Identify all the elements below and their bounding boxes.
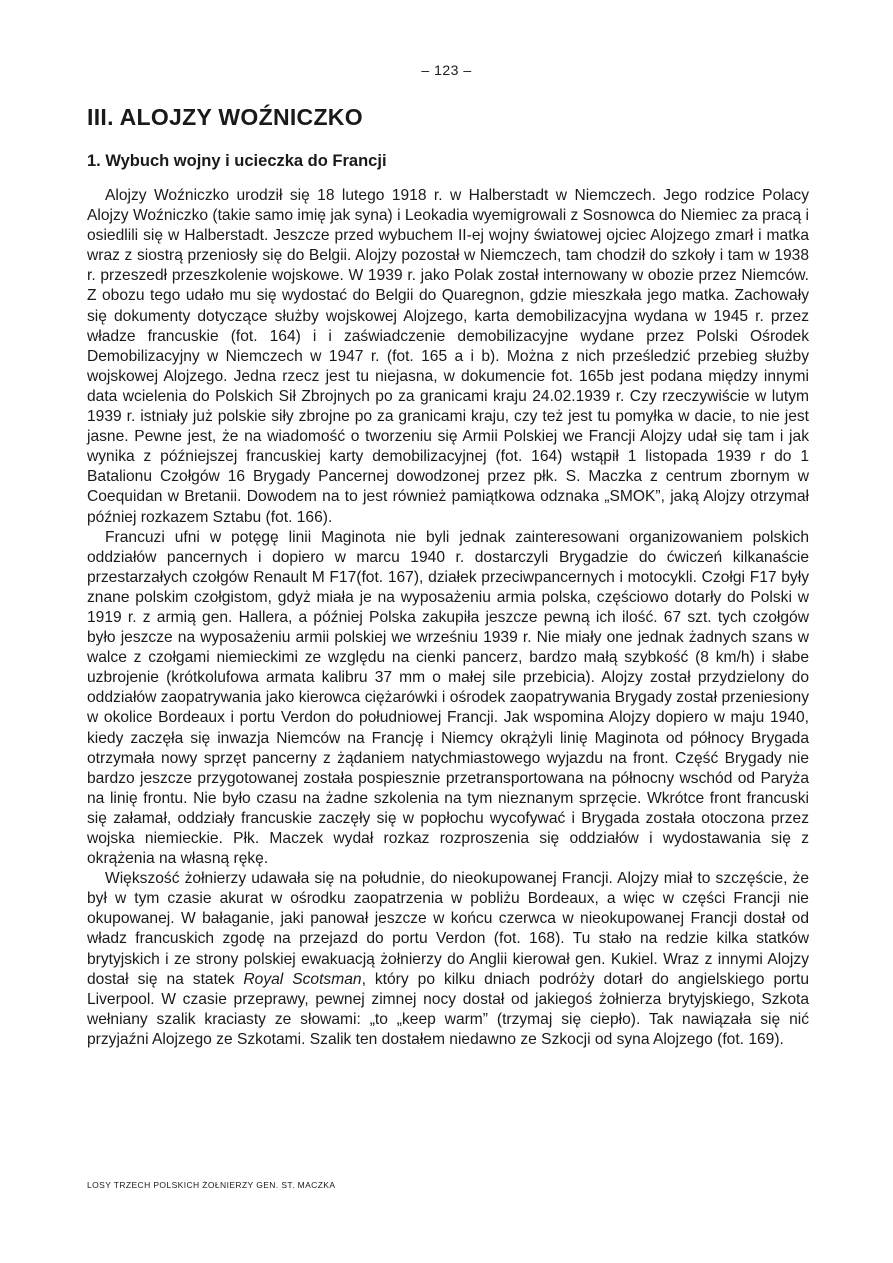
paragraph-3-text-start: Większość żołnierzy udawała się na południe, do nieokupowanej Francji. Alojzy miał to szczęście, że był w tym czasie akurat w ośrodku zaopatrzenia w pobliżu Bordeaux, a więc w części Francji nie okupowanej. W bałaganie, jaki panował jeszcze w końcu czerwca w nieokupowanej Francji dostał od władz francuskich zgodę na przejazd do portu Verdon (fot. 168). Tu stało na redzie kilka statków brytyjskich i ze strony polskiej ewakuacją żołnierzy do Anglii kierował gen. Kukiel. Wraz z innymi Alojzy dostał się na statek [87,870,809,988]
paragraph-3-text-end: , który po kilku dniach podróży dotarł do angielskiego portu Liverpool. W czasie przeprawy, pewnej zimnej nocy dostał od jakiegoś żołnierza brytyjskiego, Szkota wełniany szalik kraciasty ze słowami: „to „keep warm” (trzymaj się ciepło). Tak nawiązała się nić przyjaźni Alojzego ze Szkotami. Szalik ten dostałem niedawno ze Szkocji od syna Alojzego (fot. 169). [87,970,809,1048]
ship-name: Royal Scotsman [243,970,362,988]
running-footer: LOSY TRZECH POLSKICH ŻOŁNIERZY GEN. ST. MACZKA [87,1180,336,1190]
paragraph-3 [87,869,809,1050]
page-number: – 123 – [421,62,472,78]
paragraph-1: Alojzy Woźniczko urodził się 18 lutego 1918 r. w Halberstadt w Niemczech. Jego rodzice Polacy Alojzy Woźniczko (takie samo imię jak syna) i Leokadia wyemigrowali z Sosnowca do Niemiec za pracą i osiedlili się w Halberstadt. Jeszcze przed wybuchem II-ej wojny światowej ojciec Alojzego zmarł i matka wraz z siostrą przeniosły się do Belgii. Alojzy pozostał w Niemczech, tam chodził do szkoły i tam w 1938 r. przeszedł przeszkolenie wojskowe. W 1939 r. jako Polak został internowany w obozie przez Niemców. Z obozu tego udało mu się wydostać do Belgii do Quaregnon, gdzie mieszkała jego matka. Zachowały się dokumenty dotyczące służby wojskowej Alojzego, karta demobilizacyjna wydana w 1945 r. przez władze francuskie (fot. 164) i i zaświadczenie demobilizacyjne wydane przez Polski Ośrodek Demobilizacyjny w Niemczech w 1947 r. (fot. 165 a i b). Można z nich prześledzić przebieg służby wojskowej Alojzego. Jedna rzecz jest tu niejasna, w dokumencie fot. 165b jest podana między innymi data wcielenia do Polskich Sił Zbrojnych po za granicami kraju 24.02.1939 r. Czy rzeczywiście w lutym 1939 r. istniały już polskie siły zbrojne po za granicami kraju, czy też jest tu pomyłka w dacie, to nie jest jasne. Pewne jest, że na wiadomość o tworzeniu się Armii Polskiej we Francji Alojzy udał się tam i jak wynika z późniejszej francuskiej karty demobilizacyjnej (fot. 164) wstąpił 1 listopada 1939 r do 1 Batalionu Czołgów 16 Brygady Pancernej dowodzonej przez płk. S. Maczka z centrum zbornym w Coequidan w Bretanii. Dowodem na to jest również pamiątkowa odznaka „SMOK”, jaką Alojzy otrzymał później rozkazem Sztabu (fot. 166). [87,187,809,526]
body-text [87,186,809,1050]
paragraph-2: Francuzi ufni w potęgę linii Maginota nie byli jednak zainteresowani organizowaniem polskich oddziałów pancernych i dopiero w marcu 1940 r. dostarczyli Brygadzie do ćwiczeń kilkanaście przestarzałych czołgów Renault M F17(fot. 167), działek przeciwpancernych i motocykli. Czołgi F17 były znane polskim czołgistom, gdyż miała je na wyposażeniu armia polska, częściowo dotarły do Polski w 1919 r. z armią gen. Hallera, a później Polska zakupiła jeszcze pewną ich ilość. 67 szt. tych czołgów było jeszcze na wyposażeniu armii polskiej we wrześniu 1939 r. Nie miały one jednak żadnych szans w walce z czołgami niemieckimi ze względu na cienki pancerz, bardzo małą szybkość (8 km/h) i słabe uzbrojenie (krótkolufowa armata kalibru 37 mm o małej sile przebicia). Alojzy został przydzielony do oddziałów zaopatrywania jako kierowca ciężarówki i ośrodek zaopatrywania Brygady został przeniesiony w okolice Bordeaux i portu Verdon do południowej Francji. Jak wspomina Alojzy dopiero w maju 1940, kiedy zaczęła się inwazja Niemców na Francję i Niemcy okrążyli linię Maginota od północy Brygada otrzymała nowy sprzęt pancerny z żądaniem natychmiastowego wyjazdu na front. Część Brygady nie bardzo jeszcze przygotowanej została pospiesznie przetransportowana na północny wschód od Paryża na linię frontu. Nie było czasu na żadne szkolenia na tym nieznanym sprzęcie. Wkrótce front francuski się załamał, oddziały francuskie zaczęły się w popłochu wycofywać i Brygada została otoczona przez wojska niemieckie. Płk. Maczek wydał rozkaz rozproszenia się oddziałów i wydostawania się z okrążenia na własną rękę. [87,528,809,868]
chapter-title: III. ALOJZY WOŹNICZKO [87,104,363,130]
section-title: 1. Wybuch wojny i ucieczka do Francji [87,152,387,170]
